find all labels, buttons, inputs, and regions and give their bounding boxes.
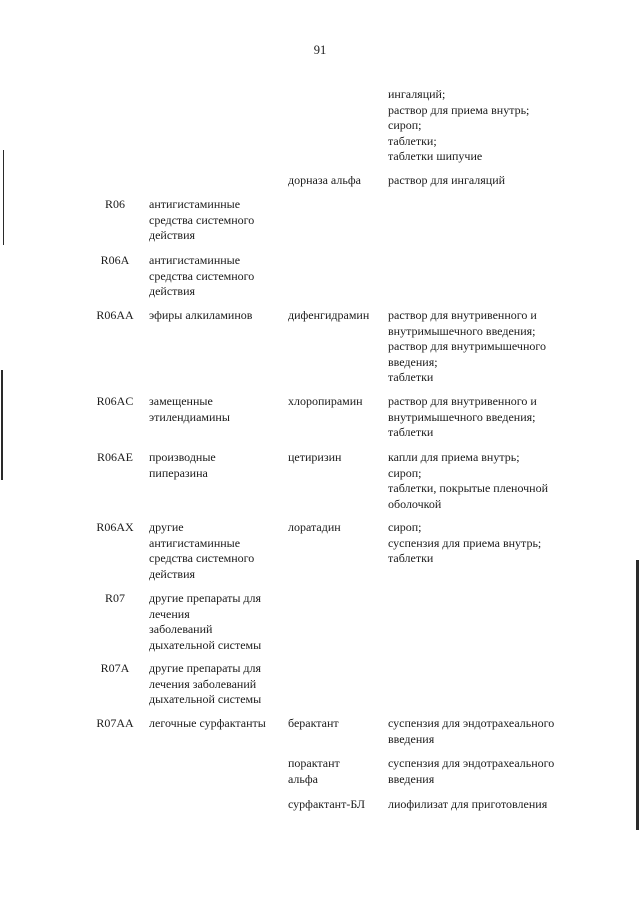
atc-code: R07A bbox=[100, 661, 130, 675]
atc-group-name: производные пиперазина bbox=[149, 450, 216, 480]
dosage-forms: капли для приема внутрь; сироп; таблетки, покрытые пленочной оболочкой bbox=[388, 450, 549, 511]
left-margin-scan-mark bbox=[3, 150, 4, 245]
atc-code: R06AX bbox=[96, 520, 134, 534]
atc-group-name: эфиры алкиламинов bbox=[149, 308, 253, 322]
atc-group-name: антигистаминные средства системного действия bbox=[149, 253, 255, 298]
drug-name: цетиризин bbox=[288, 450, 342, 464]
atc-group-name: замещенные этилендиамины bbox=[149, 394, 230, 424]
drug-name: лоратадин bbox=[288, 520, 341, 534]
dosage-forms: ингаляций; раствор для приема внутрь; сироп; таблетки; таблетки шипучие bbox=[388, 87, 530, 163]
atc-group-name: другие антигистаминные средства системного действия bbox=[149, 520, 255, 581]
dosage-forms: суспензия для эндотрахеального введения bbox=[388, 716, 555, 746]
atc-code: R07AA bbox=[96, 716, 134, 730]
drug-name: дифенгидрамин bbox=[288, 308, 370, 322]
page-number: 91 bbox=[313, 43, 327, 57]
atc-group-name: другие препараты для лечения заболеваний дыхательной системы bbox=[149, 591, 262, 652]
dosage-forms: лиофилизат для приготовления bbox=[388, 797, 548, 811]
atc-code: R06AC bbox=[96, 394, 134, 408]
atc-code: R06A bbox=[100, 253, 130, 267]
right-margin-scan-mark bbox=[636, 560, 639, 830]
drug-name: сурфактант-БЛ bbox=[288, 797, 366, 811]
dosage-forms: суспензия для эндотрахеального введения bbox=[388, 756, 555, 786]
dosage-forms: раствор для внутривенного и внутримышечного введения; таблетки bbox=[388, 394, 537, 439]
atc-group-name: легочные сурфактанты bbox=[149, 716, 266, 730]
dosage-forms: раствор для внутривенного и внутримышечного введения; раствор для внутримышечного введения; таблетки bbox=[388, 308, 546, 384]
drug-name: берактант bbox=[288, 716, 339, 730]
atc-code: R06AA bbox=[96, 308, 134, 322]
dosage-forms: раствор для ингаляций bbox=[388, 173, 506, 187]
atc-code: R07 bbox=[104, 591, 125, 605]
dosage-forms: сироп; суспензия для приема внутрь; таблетки bbox=[388, 520, 542, 565]
atc-code: R06AE bbox=[97, 450, 133, 464]
atc-group-name: антигистаминные средства системного действия bbox=[149, 197, 255, 242]
left-margin-scan-mark bbox=[1, 370, 3, 480]
drug-name: порактант альфа bbox=[288, 756, 340, 786]
drug-name: хлоропирамин bbox=[288, 394, 363, 408]
atc-group-name: другие препараты для лечения заболеваний дыхательной системы bbox=[149, 661, 262, 706]
atc-code: R06 bbox=[104, 197, 125, 211]
drug-name: дорназа альфа bbox=[288, 173, 361, 187]
